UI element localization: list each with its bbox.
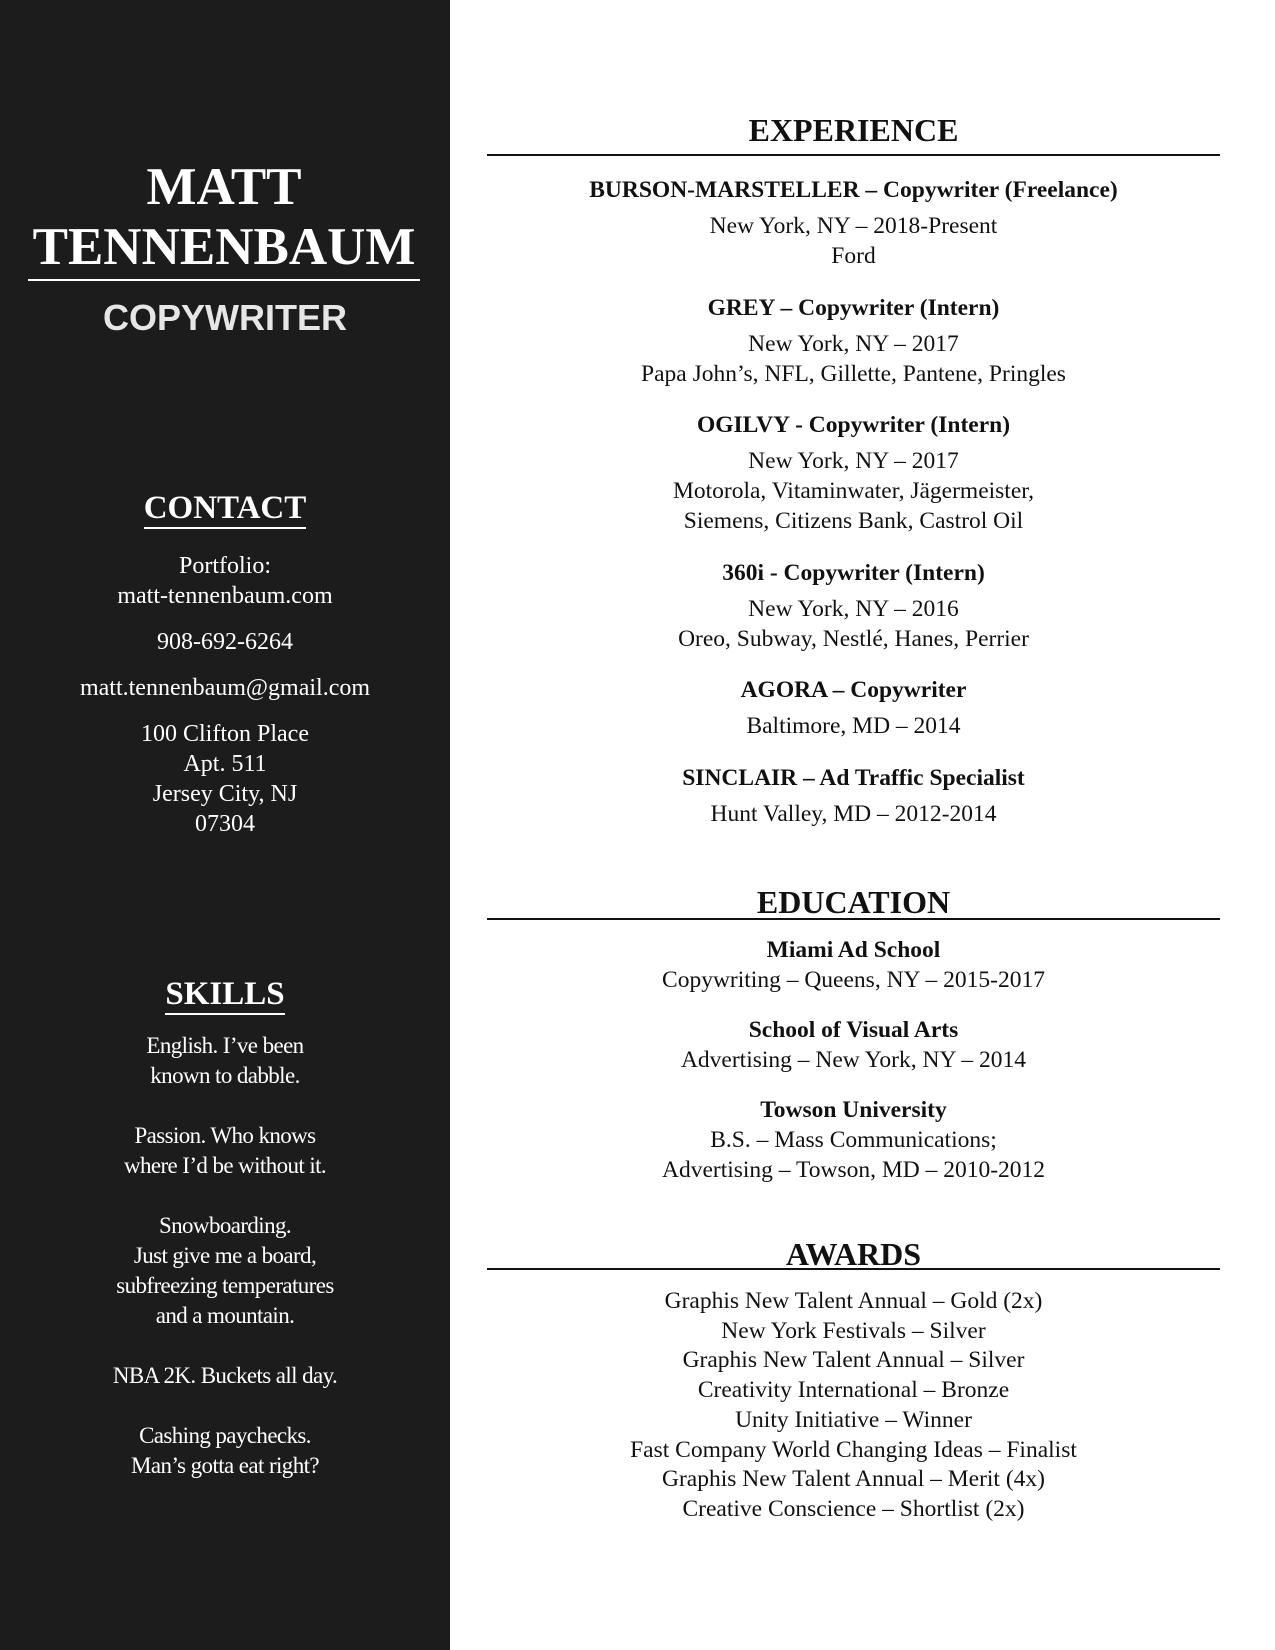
job-detail: Motorola, Vitaminwater, Jägermeister, xyxy=(672,478,1035,504)
job-detail: Papa John’s, NFL, Gillette, Pantene, Pringles xyxy=(641,361,1066,387)
experience-heading: EXPERIENCE xyxy=(748,112,959,148)
job-detail: New York, NY – 2018-Present xyxy=(709,213,998,239)
skill-item xyxy=(0,1121,450,1181)
skill-line: and a mountain. xyxy=(155,1303,295,1328)
skill-line: subfreezing temperatures xyxy=(116,1273,334,1298)
job-detail: Baltimore, MD – 2014 xyxy=(746,713,961,739)
job-entry xyxy=(487,293,1220,389)
sidebar xyxy=(0,0,450,1650)
skill-item xyxy=(0,1361,450,1391)
awards-list xyxy=(487,1287,1220,1525)
award-item: Creativity International – Bronze xyxy=(697,1377,1010,1404)
name-last: TENNENBAUM xyxy=(32,218,416,276)
school-detail: B.S. – Mass Communications; xyxy=(710,1127,997,1153)
awards-divider xyxy=(487,1268,1220,1270)
job-position: SINCLAIR – Ad Traffic Specialist xyxy=(682,765,1025,791)
school-detail: Advertising – Towson, MD – 2010-2012 xyxy=(661,1157,1046,1183)
school-name: Miami Ad School xyxy=(766,937,941,963)
skills-list xyxy=(0,1031,450,1511)
job-entry xyxy=(487,763,1220,829)
skill-item xyxy=(0,1211,450,1331)
award-item: Graphis New Talent Annual – Silver xyxy=(682,1347,1025,1374)
job-detail: Oreo, Subway, Nestlé, Hanes, Perrier xyxy=(678,626,1029,652)
award-item: Graphis New Talent Annual – Merit (4x) xyxy=(662,1466,1045,1493)
contact-heading: CONTACT xyxy=(0,488,450,528)
award-item: Unity Initiative – Winner xyxy=(735,1406,972,1433)
skill-line: where I’d be without it. xyxy=(123,1153,327,1178)
address-line: Apt. 511 xyxy=(183,751,267,777)
name-divider xyxy=(28,279,420,281)
address xyxy=(0,719,450,839)
job-entry xyxy=(487,175,1220,271)
job-position: BURSON-MARSTELLER – Copywriter (Freelance) xyxy=(589,177,1118,203)
school-entry xyxy=(487,1015,1220,1075)
school-detail: Copywriting – Queens, NY – 2015-2017 xyxy=(662,967,1045,993)
award-item: Creative Conscience – Shortlist (2x) xyxy=(682,1495,1025,1522)
education-divider xyxy=(487,918,1220,920)
skill-item xyxy=(0,1031,450,1091)
job-position: 360i - Copywriter (Intern) xyxy=(722,560,985,586)
education-heading: EDUCATION xyxy=(756,884,951,920)
portfolio-label: Portfolio: xyxy=(178,553,271,579)
portfolio-link[interactable]: matt-tennenbaum.com xyxy=(117,583,333,609)
job-entry xyxy=(487,558,1220,654)
job-detail: Ford xyxy=(831,243,876,269)
school-entry xyxy=(487,935,1220,995)
email-link[interactable]: matt.tennenbaum@gmail.com xyxy=(79,675,371,701)
skill-item xyxy=(0,1421,450,1481)
job-position: GREY – Copywriter (Intern) xyxy=(707,295,1000,321)
address-line: 07304 xyxy=(195,811,255,837)
job-detail: New York, NY – 2017 xyxy=(748,331,959,357)
job-position: OGILVY - Copywriter (Intern) xyxy=(696,412,1011,438)
job-title: COPYWRITER xyxy=(102,297,347,338)
skill-line: Passion. Who knows xyxy=(134,1123,316,1148)
job-detail: Hunt Valley, MD – 2012-2014 xyxy=(710,801,997,827)
skills-heading: SKILLS xyxy=(0,974,450,1014)
job-entry xyxy=(487,675,1220,741)
award-item: Fast Company World Changing Ideas – Finalist xyxy=(630,1436,1077,1463)
skill-line: Just give me a board, xyxy=(133,1243,317,1268)
skill-line: Man’s gotta eat right? xyxy=(131,1453,319,1478)
skill-line: NBA 2K. Buckets all day. xyxy=(112,1363,338,1388)
school-detail: Advertising – New York, NY – 2014 xyxy=(680,1047,1027,1073)
job-detail: Siemens, Citizens Bank, Castrol Oil xyxy=(683,508,1024,534)
skill-line: known to dabble. xyxy=(150,1063,300,1088)
school-name: School of Visual Arts xyxy=(748,1017,959,1043)
candidate-name xyxy=(28,157,420,277)
skill-line: English. I’ve been xyxy=(146,1033,304,1058)
award-item: Graphis New Talent Annual – Gold (2x) xyxy=(664,1288,1043,1314)
address-line: 100 Clifton Place xyxy=(141,721,309,747)
skill-line: Cashing paychecks. xyxy=(139,1423,311,1448)
contact-info xyxy=(0,551,450,855)
phone-number: 908-692-6264 xyxy=(157,629,293,655)
portfolio xyxy=(0,551,450,611)
address-line: Jersey City, NJ xyxy=(152,781,298,807)
awards-heading: AWARDS xyxy=(785,1236,922,1272)
school-name: Towson University xyxy=(760,1097,947,1123)
experience-divider xyxy=(487,154,1220,156)
skill-line: Snowboarding. xyxy=(158,1213,292,1238)
school-entry xyxy=(487,1095,1220,1185)
award-item: New York Festivals – Silver xyxy=(721,1317,986,1344)
job-detail: New York, NY – 2017 xyxy=(748,448,959,474)
job-position: AGORA – Copywriter xyxy=(740,677,967,703)
job-detail: New York, NY – 2016 xyxy=(748,596,959,622)
job-entry xyxy=(487,410,1220,536)
name-first: MATT xyxy=(146,158,302,216)
